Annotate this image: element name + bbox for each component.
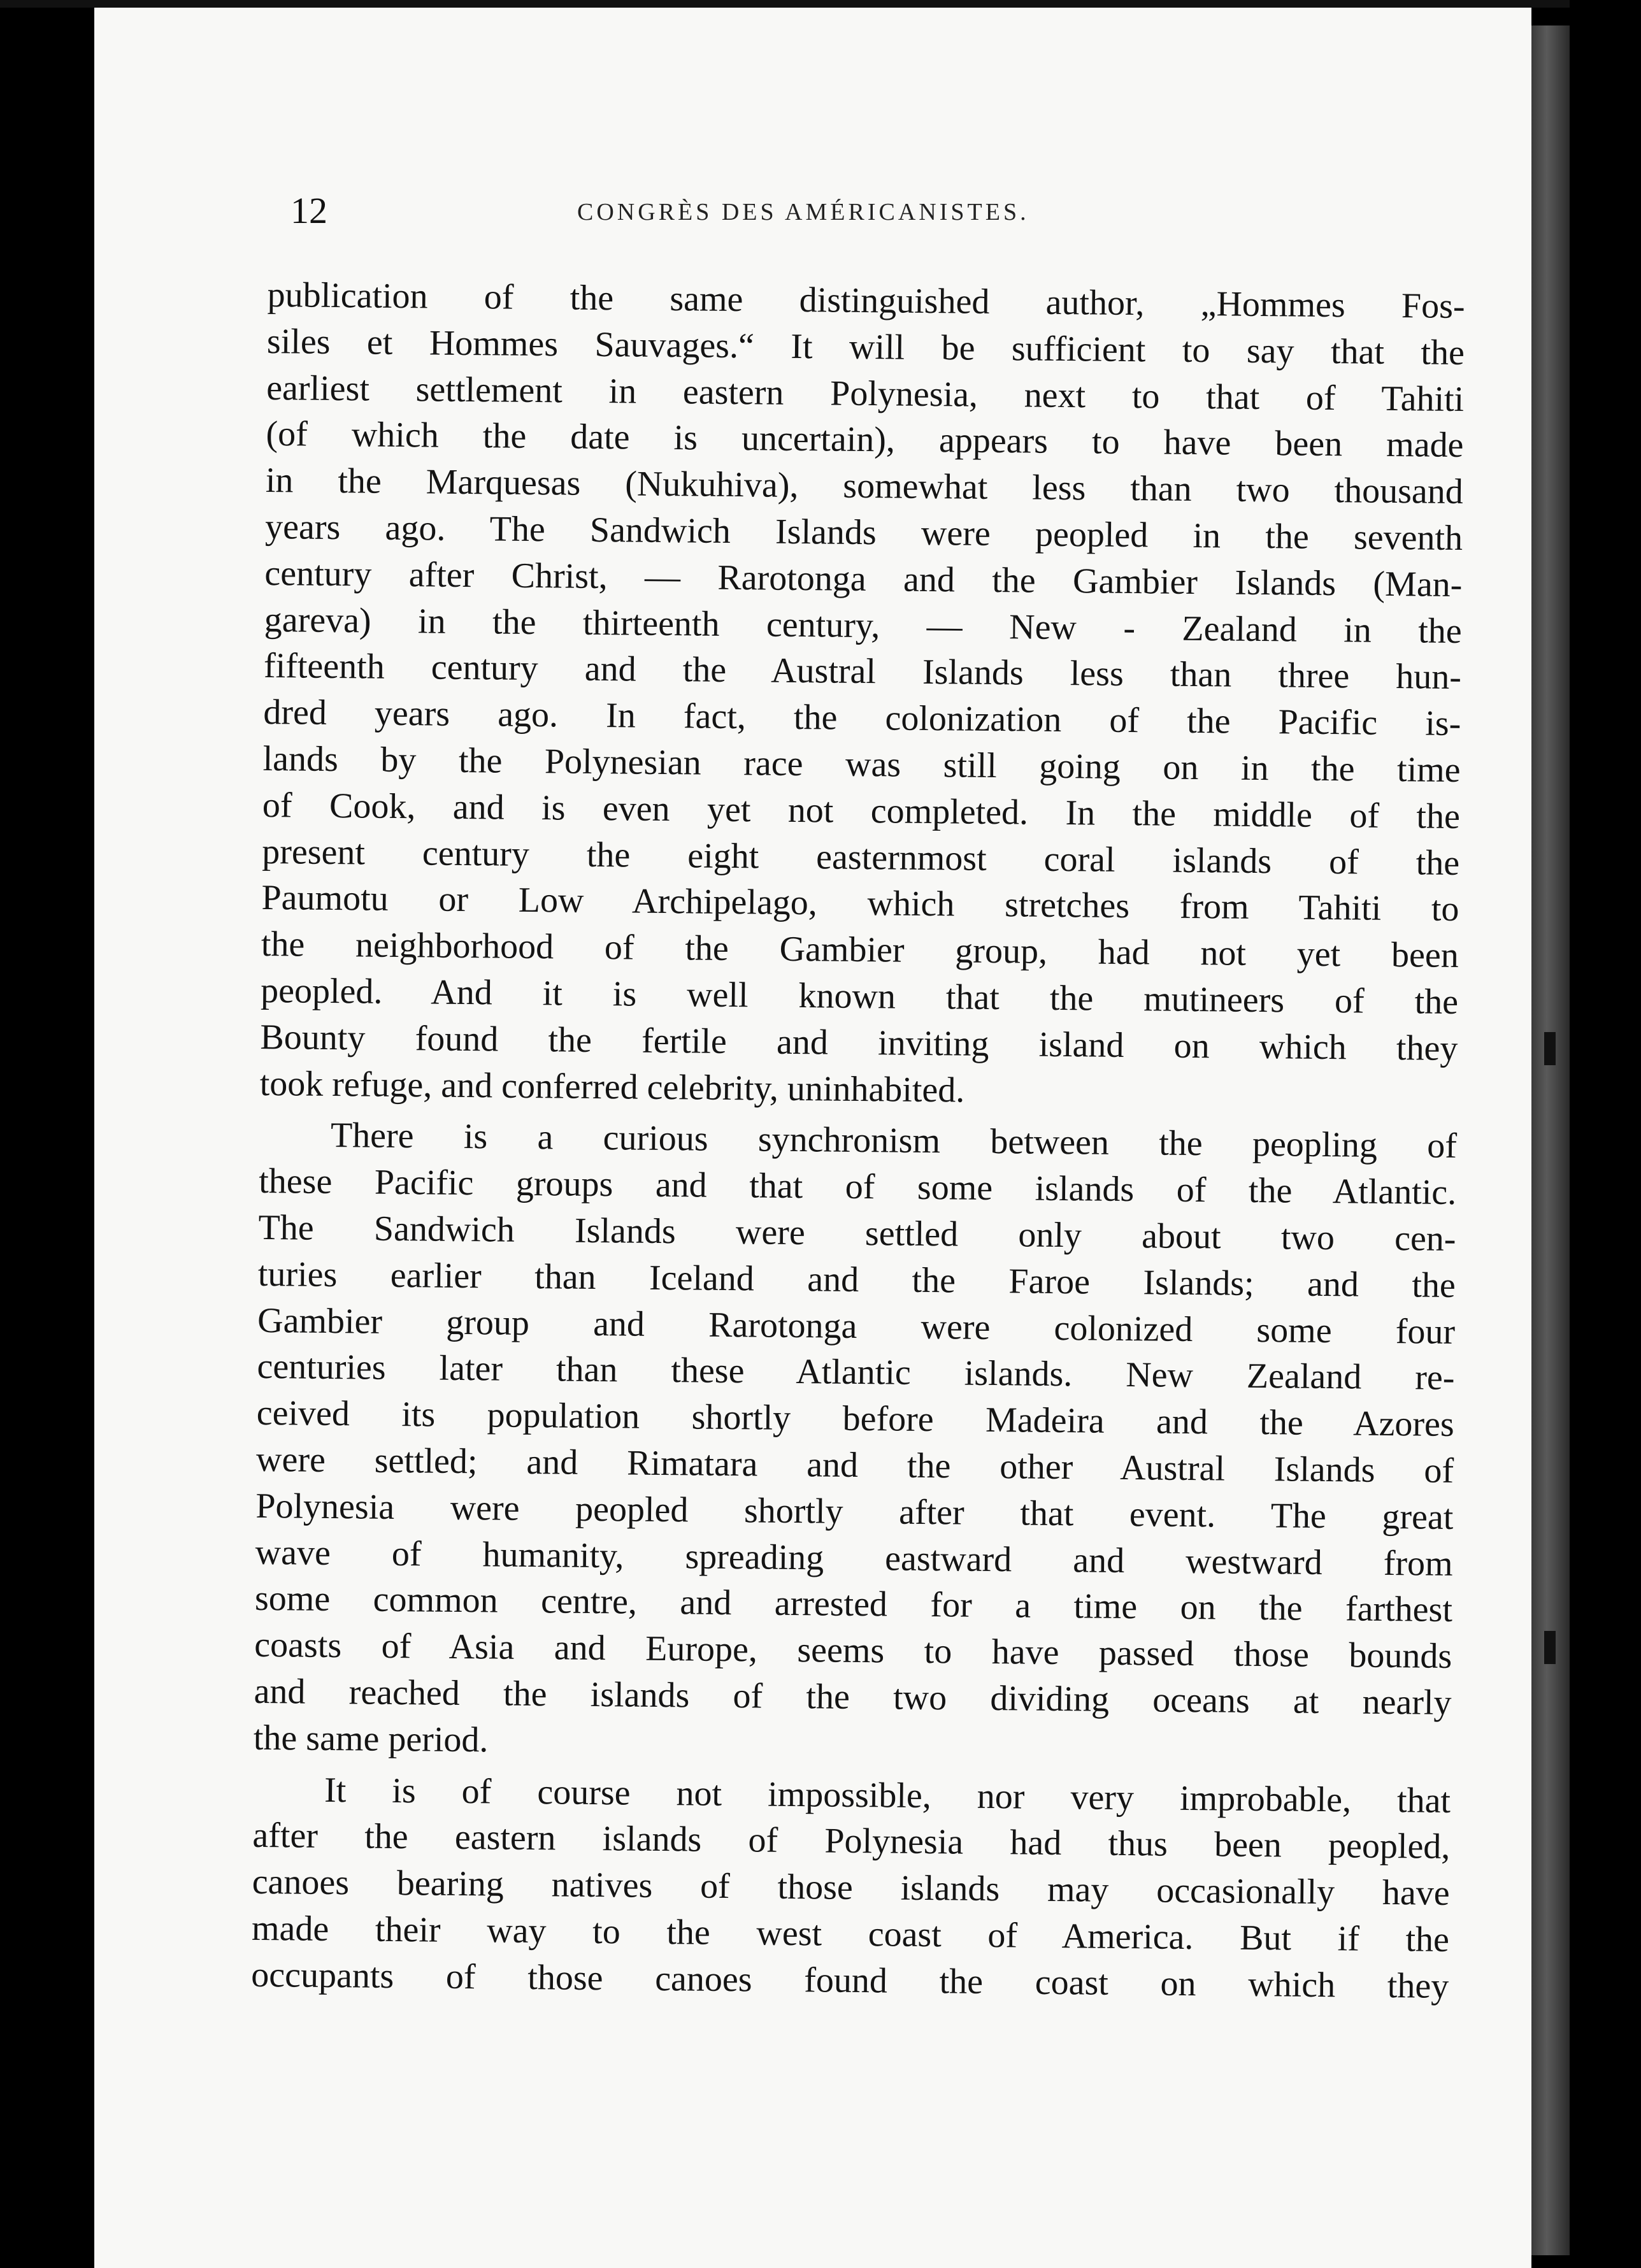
text-line: took refuge, and conferred celebrity, uninhabited.	[259, 1063, 965, 1110]
text-line: earliest settlement in eastern Polynesia, next to that of Tahiti	[266, 368, 1465, 419]
text-line: in the Marquesas (Nukuhiva), somewhat less than two thousand	[265, 461, 1464, 512]
scan-top-border	[0, 0, 1641, 8]
text-line: some common centre, and arrested for a time on the farthest	[254, 1579, 1453, 1630]
text-line: the neighborhood of the Gambier group, had not yet been	[261, 924, 1459, 976]
text-line: centuries later than these Atlantic islands. New Zealand re-	[257, 1347, 1455, 1398]
text-line: It is of course not impossible, nor very improbable, that	[324, 1770, 1451, 1821]
text-line: these Pacific groups and that of some islands of the Atlantic.	[259, 1161, 1457, 1213]
text-line: siles et Hommes Sauvages.“ It will be sufficient to say that the	[266, 321, 1465, 373]
text-line: fifteenth century and the Austral Islands less than three hun-	[263, 646, 1462, 698]
text-line: Polynesia were peopled shortly after that event. The great	[255, 1486, 1454, 1537]
text-line: were settled; and Rimatara and the other Austral Islands of	[255, 1439, 1454, 1491]
text-line: coasts of Asia and Europe, seems to have passed those bounds	[254, 1625, 1452, 1677]
book-page	[94, 8, 1531, 2268]
text-line: There is a curious synchronism between the peopling of	[330, 1116, 1458, 1166]
text-line: gareva) in the thirteenth century, — New - Zealand in the	[264, 599, 1462, 651]
text-line: (of which the date is uncertain), appears to have been made	[266, 414, 1464, 466]
paragraph-2	[254, 1112, 1458, 1772]
text-line: turies earlier than Iceland and the Faroe Islands; and the	[257, 1254, 1456, 1305]
text-line: lands by the Polynesian race was still going on in the time	[262, 738, 1461, 790]
text-line: century after Christ, — Rarotonga and the Gambier Islands (Man-	[264, 553, 1463, 605]
binding-mark	[1544, 1032, 1556, 1065]
text-line: and reached the islands of the two dividing oceans at nearly	[254, 1671, 1452, 1723]
text-line: dred years ago. In fact, the colonization of the Pacific is-	[263, 693, 1461, 744]
text-line: the same period.	[253, 1718, 489, 1760]
text-line: Bounty found the fertile and inviting island on which they	[260, 1017, 1458, 1068]
paragraph-1	[259, 272, 1465, 1118]
text-line: occupants of those canoes found the coast on which they	[251, 1955, 1449, 2006]
binding-mark	[1544, 1631, 1556, 1664]
page-edge-shadow	[1531, 25, 1570, 2255]
text-line: present century the eight easternmost coral islands of the	[261, 831, 1460, 883]
page-header	[94, 189, 1531, 240]
page-number: 12	[290, 190, 327, 231]
text-line: years ago. The Sandwich Islands were peopled in the seventh	[264, 506, 1463, 559]
text-line: canoes bearing natives of those islands may occasionally have	[252, 1862, 1450, 1914]
text-line: of Cook, and is even yet not completed. In the middle of the	[262, 785, 1461, 836]
text-line: wave of humanity, spreading eastward and westward from	[255, 1532, 1453, 1584]
running-head: CONGRÈS DES AMÉRICANISTES.	[577, 199, 1029, 226]
text-line: The Sandwich Islands were settled only about two cen-	[258, 1207, 1456, 1259]
text-line: Paumotu or Low Archipelago, which stretches from Tahiti to	[261, 878, 1459, 929]
paragraph-3	[251, 1766, 1451, 2009]
text-line: peopled. And it is well known that the mutineers of the	[260, 970, 1459, 1022]
body-text	[251, 272, 1465, 2009]
text-line: made their way to the west coast of America. But if the	[251, 1908, 1450, 1960]
text-line: Gambier group and Rarotonga were colonized some four	[257, 1300, 1456, 1352]
text-line: publication of the same distinguished author, „Hommes Fos-	[267, 275, 1465, 327]
scan-right-border	[1570, 0, 1641, 2268]
text-line: ceived its population shortly before Madeira and the Azores	[256, 1393, 1455, 1445]
text-line: after the eastern islands of Polynesia had thus been peopled,	[252, 1816, 1451, 1867]
